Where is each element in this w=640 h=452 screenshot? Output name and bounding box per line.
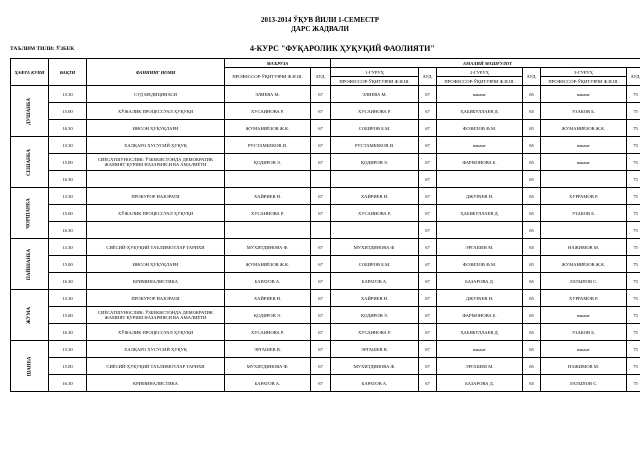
group-2-room-cell: 65 [523, 375, 541, 392]
time-cell: 16.30 [49, 324, 87, 341]
subject-cell: ИНСОН ҲУҚУҚЛАРИ [87, 120, 225, 137]
lecture-teacher-cell: РУСТАМБЕКОВ И. [225, 137, 311, 154]
day-name: СЕШАНБА [26, 148, 32, 176]
group-1-room-cell: 67 [419, 171, 437, 188]
table-row [11, 103, 640, 120]
group-3-room-cell: 75 [627, 188, 640, 205]
group-1-room-cell: 67 [419, 290, 437, 307]
group-1-room-cell: 67 [419, 324, 437, 341]
lecture-teacher-cell: ЭРГАШЕВ В. [225, 341, 311, 358]
group-2-teacher-cell: БАЗАРОВА Д. [437, 375, 523, 392]
header-group-1-room: АУД. [419, 68, 437, 86]
group-3-teacher-cell [541, 222, 627, 239]
lecture-teacher-cell: ХУСАИНОВА Р. [225, 103, 311, 120]
group-1-room-cell: 67 [419, 239, 437, 256]
header-time: ВАҚТИ [49, 59, 87, 86]
group-1-teacher-cell [331, 171, 419, 188]
day-cell [11, 137, 49, 188]
group-3-teacher-cell: УЗАКОВ Б. [541, 324, 627, 341]
lecture-teacher-cell: ЭЛИЕВА М. [225, 86, 311, 103]
lecture-room-cell: 67 [311, 239, 331, 256]
header-group-2-teacher: ПРОФЕССОР-ЎҚИТУВЧИ Ф.И.Ш. [437, 77, 523, 86]
lecture-room-cell [311, 171, 331, 188]
time-cell: 16.30 [49, 375, 87, 392]
language-label: ТАЪЛИМ ТИЛИ: ЎЗБЕК [10, 46, 75, 52]
subject-cell: ИНСОН ҲУҚУҚЛАРИ [87, 256, 225, 273]
group-1-room-cell: 67 [419, 137, 437, 154]
group-3-teacher-cell: вакант [541, 307, 627, 324]
schedule-table [10, 58, 640, 392]
group-2-teacher-cell: ФАРМОНОВА Б. [437, 307, 523, 324]
subject-cell: ХАЛҚАРО ХУСУСИЙ ҲУҚУҚ [87, 137, 225, 154]
group-1-room-cell: 67 [419, 120, 437, 137]
group-2-teacher-cell: ЭРГАШЕВ М. [437, 358, 523, 375]
group-3-teacher-cell: ЛАТЫПОВ С. [541, 273, 627, 290]
group-2-room-cell: 65 [523, 188, 541, 205]
time-cell: 13.30 [49, 290, 87, 307]
table-row [11, 239, 640, 256]
group-3-teacher-cell: вакант [541, 86, 627, 103]
lecture-teacher-cell [225, 171, 311, 188]
time-cell: 13.30 [49, 341, 87, 358]
table-row [11, 222, 640, 239]
title-line-1: 2013-2014 ЎҚУВ ЙИЛИ 1-СЕМЕСТР [261, 16, 379, 24]
header-group-1: 1-ГУРУҲ [331, 68, 419, 77]
group-2-room-cell: 65 [523, 120, 541, 137]
group-1-teacher-cell: СОБИРОВ Б.М. [331, 256, 419, 273]
time-cell: 13.30 [49, 188, 87, 205]
group-2-teacher-cell: ҲАБИБУЛЛАЕВ Д. [437, 324, 523, 341]
time-cell: 16.30 [49, 273, 87, 290]
table-row [11, 341, 640, 358]
group-1-teacher-cell: БАРАТОВ А. [331, 273, 419, 290]
lecture-room-cell: 67 [311, 103, 331, 120]
time-cell: 13.30 [49, 86, 87, 103]
table-row [11, 188, 640, 205]
group-3-room-cell: 75 [627, 103, 640, 120]
table-row [11, 324, 640, 341]
group-3-room-cell: 75 [627, 341, 640, 358]
group-1-teacher-cell: ЭЛИЕВА М. [331, 86, 419, 103]
lecture-teacher-cell: БАРАТОВ А. [225, 273, 311, 290]
lecture-teacher-cell: БАРАТОВ А. [225, 375, 311, 392]
lecture-room-cell: 67 [311, 324, 331, 341]
group-3-room-cell: 75 [627, 358, 640, 375]
group-1-room-cell: 67 [419, 341, 437, 358]
group-1-teacher-cell: МУХИТДИНОВА Ф. [331, 358, 419, 375]
group-2-teacher-cell: ЭРГАШЕВ М. [437, 239, 523, 256]
lecture-room-cell: 67 [311, 137, 331, 154]
group-2-room-cell: 65 [523, 290, 541, 307]
group-2-teacher-cell: ДЖУРАЕВ Н. [437, 290, 523, 307]
table-row [11, 171, 640, 188]
group-2-room-cell: 65 [523, 239, 541, 256]
subject-cell: СИЁСИЙ-ҲУҚУҚИЙ ТАЪЛИМОТЛАР ТАРИХИ [87, 358, 225, 375]
group-2-teacher-cell: вакант [437, 137, 523, 154]
day-name: ЧОРШАНБА [27, 197, 32, 229]
group-3-room-cell: 75 [627, 86, 640, 103]
lecture-room-cell: 67 [311, 120, 331, 137]
group-3-room-cell: 75 [627, 120, 640, 137]
group-3-teacher-cell: вакант [541, 137, 627, 154]
lecture-teacher-cell: ХАЙРИЕВ Н. [225, 188, 311, 205]
table-row [11, 154, 640, 171]
table-row [11, 120, 640, 137]
lecture-room-cell: 67 [311, 273, 331, 290]
day-name: ШАНБА [27, 356, 32, 376]
time-cell: 13.30 [49, 137, 87, 154]
group-1-teacher-cell: ЭРГАШЕВ В. [331, 341, 419, 358]
lecture-room-cell: 67 [311, 188, 331, 205]
subject-cell: ПРОКУРОР НАЗОРАТИ [87, 188, 225, 205]
group-3-teacher-cell: ЖУМАНИЁЗОВ Ж.К. [541, 256, 627, 273]
group-3-room-cell: 75 [627, 256, 640, 273]
table-row [11, 307, 640, 324]
group-3-room-cell: 75 [627, 171, 640, 188]
time-cell: 15.00 [49, 358, 87, 375]
day-name: ДУШАНБА [26, 97, 32, 125]
lecture-room-cell: 67 [311, 358, 331, 375]
group-2-room-cell: 65 [523, 273, 541, 290]
time-cell: 16.30 [49, 120, 87, 137]
header-lecture-room: АУД. [311, 68, 331, 86]
subject-cell: СИЁСАТШУНОСЛИК: ЎЗБЕКИСТОНДА ДЕМОКРАТИК ЖАМИЯТ ҚУРИШ НАЗАРИЯСИ ВА АМАЛИЁТИ [87, 307, 225, 324]
lecture-teacher-cell: ЖУМАНИЁЗОВ Ж.К. [225, 256, 311, 273]
header-week-day: ҲАФТА КУНИ [11, 59, 49, 86]
subject-cell: ХЎЖАЛИК ПРОЦЕССУАЛ ҲУҚУҚИ [87, 324, 225, 341]
group-2-room-cell: 65 [523, 256, 541, 273]
group-2-teacher-cell: ФОЗИЛОВ Ф.М. [437, 256, 523, 273]
day-cell [11, 290, 49, 341]
group-2-room-cell: 65 [523, 307, 541, 324]
group-2-room-cell: 65 [523, 222, 541, 239]
group-2-room-cell: 65 [523, 324, 541, 341]
group-1-teacher-cell: ХАЙРИЕВ Н. [331, 188, 419, 205]
group-3-teacher-cell: УЗАКОВ Б. [541, 205, 627, 222]
group-1-teacher-cell: ХУСАИНОВА Р. [331, 205, 419, 222]
group-3-teacher-cell: вакант [541, 341, 627, 358]
group-2-room-cell: 65 [523, 205, 541, 222]
lecture-room-cell: 67 [311, 86, 331, 103]
group-1-room-cell: 67 [419, 358, 437, 375]
subject-cell: КРИМИНАЛИСТИКА [87, 375, 225, 392]
group-1-room-cell: 67 [419, 154, 437, 171]
group-1-room-cell: 67 [419, 307, 437, 324]
group-1-teacher-cell: МУХИТДИНОВА Ф. [331, 239, 419, 256]
header-group-3-room: АУД. [627, 68, 640, 86]
subject-cell: ХЎЖАЛИК ПРОЦЕССУАЛ ҲУҚУҚИ [87, 103, 225, 120]
table-row [11, 358, 640, 375]
lecture-room-cell: 67 [311, 205, 331, 222]
header-subject: ФАННИНГ НОМИ [87, 59, 225, 86]
group-3-room-cell: 75 [627, 290, 640, 307]
group-1-room-cell: 67 [419, 222, 437, 239]
group-3-teacher-cell: НАЖИМОВ М. [541, 358, 627, 375]
lecture-teacher-cell: ЖУМАНИЁЗОВ Ж.К. [225, 120, 311, 137]
subject-cell [87, 222, 225, 239]
table-row [11, 290, 640, 307]
lecture-teacher-cell: ҚОДИРОВ Э. [225, 154, 311, 171]
subject-cell: ХЎЖАЛИК ПРОЦЕССУАЛ ҲУҚУҚИ [87, 205, 225, 222]
group-3-teacher-cell: НАЖИМОВ М. [541, 239, 627, 256]
group-2-room-cell: 65 [523, 171, 541, 188]
time-cell: 16.30 [49, 222, 87, 239]
lecture-teacher-cell: МУХИТДИНОВА Ф. [225, 239, 311, 256]
group-1-room-cell: 67 [419, 273, 437, 290]
group-3-room-cell: 75 [627, 205, 640, 222]
group-2-teacher-cell: ҲАБИБУЛЛАЕВ Д. [437, 205, 523, 222]
day-cell [11, 86, 49, 137]
group-1-room-cell: 67 [419, 103, 437, 120]
group-2-teacher-cell: ДЖУРАЕВ Н. [437, 188, 523, 205]
day-cell [11, 239, 49, 290]
group-1-teacher-cell: ХУСАИНОВА Р. [331, 324, 419, 341]
time-cell: 13.30 [49, 239, 87, 256]
lecture-teacher-cell: МУХИТДИНОВА Ф. [225, 358, 311, 375]
group-3-teacher-cell: УЗАКОВ Б. [541, 103, 627, 120]
table-row [11, 256, 640, 273]
time-cell: 15.00 [49, 307, 87, 324]
group-1-room-cell: 67 [419, 375, 437, 392]
header-lecture: МАЪРУЗА [225, 59, 331, 68]
group-2-teacher-cell: вакант [437, 86, 523, 103]
time-cell: 16.30 [49, 171, 87, 188]
group-2-teacher-cell [437, 222, 523, 239]
header-group-1-teacher: ПРОФЕССОР-ЎҚИТУВЧИ Ф.И.Ш. [331, 77, 419, 86]
table-row [11, 205, 640, 222]
header-group-3-teacher: ПРОФЕССОР-ЎҚИТУВЧИ Ф.И.Ш. [541, 77, 627, 86]
group-2-room-cell: 65 [523, 103, 541, 120]
subject-cell: КРИМИНАЛИСТИКА [87, 273, 225, 290]
lecture-room-cell: 67 [311, 256, 331, 273]
group-1-teacher-cell: РУСТАМБЕКОВ И. [331, 137, 419, 154]
group-1-room-cell: 67 [419, 205, 437, 222]
lecture-room-cell: 67 [311, 290, 331, 307]
group-2-room-cell: 65 [523, 86, 541, 103]
time-cell: 15.00 [49, 256, 87, 273]
table-row [11, 86, 640, 103]
lecture-teacher-cell: ХУСАИНОВА Р. [225, 324, 311, 341]
time-cell: 15.00 [49, 205, 87, 222]
subject-cell [87, 171, 225, 188]
subject-cell: СИЁСИЙ-ҲУҚУҚИЙ ТАЪЛИМОТЛАР ТАРИХИ [87, 239, 225, 256]
lecture-room-cell [311, 222, 331, 239]
group-2-room-cell: 65 [523, 154, 541, 171]
group-3-teacher-cell: ЛАТЫПОВ С. [541, 375, 627, 392]
group-3-room-cell: 75 [627, 273, 640, 290]
header-group-2-room: АУД. [523, 68, 541, 86]
header-practical: АМАЛИЙ МАШҒУЛОТ [331, 59, 640, 68]
header-lecture-teacher: ПРОФЕССОР-ЎҚИТУВЧИ Ф.И.Ш. [225, 68, 311, 86]
group-2-room-cell: 65 [523, 341, 541, 358]
lecture-teacher-cell: ҚОДИРОВ Э. [225, 307, 311, 324]
table-row [11, 273, 640, 290]
group-1-teacher-cell: ҚОДИРОВ Э. [331, 154, 419, 171]
subject-cell: ХАЛҚАРО ХУСУСИЙ ҲУҚУҚ [87, 341, 225, 358]
group-2-teacher-cell: ҲАБИБУЛЛАЕВ Д. [437, 103, 523, 120]
group-3-room-cell: 75 [627, 239, 640, 256]
group-3-teacher-cell: вакант [541, 154, 627, 171]
lecture-room-cell: 67 [311, 307, 331, 324]
group-2-teacher-cell: ФОЗИЛОВ Ф.М. [437, 120, 523, 137]
lecture-room-cell: 67 [311, 375, 331, 392]
group-1-teacher-cell [331, 222, 419, 239]
group-3-teacher-cell: ХУРРАМОВ Р. [541, 188, 627, 205]
group-3-teacher-cell: ХУРРАМОВ Р. [541, 290, 627, 307]
group-2-room-cell: 65 [523, 358, 541, 375]
group-1-room-cell: 67 [419, 188, 437, 205]
day-name: ПАЙШАНБА [26, 248, 32, 280]
lecture-teacher-cell: ХУСАИНОВА Р. [225, 205, 311, 222]
group-1-room-cell: 67 [419, 86, 437, 103]
lecture-teacher-cell: ХАЙРИЕВ Н. [225, 290, 311, 307]
lecture-room-cell: 67 [311, 154, 331, 171]
group-1-teacher-cell: ХАЙРИЕВ Н. [331, 290, 419, 307]
table-row [11, 375, 640, 392]
subject-cell: СУД МЕДИЦИНАСИ [87, 86, 225, 103]
subject-cell: ПРОКУРОР НАЗОРАТИ [87, 290, 225, 307]
lecture-teacher-cell [225, 222, 311, 239]
day-cell [11, 341, 49, 392]
lecture-room-cell: 67 [311, 341, 331, 358]
group-1-room-cell: 67 [419, 256, 437, 273]
group-1-teacher-cell: ҚОДИРОВ Э. [331, 307, 419, 324]
group-3-teacher-cell [541, 171, 627, 188]
header-group-2: 2-ГУРУҲ [437, 68, 523, 77]
time-cell: 15.00 [49, 154, 87, 171]
group-2-teacher-cell [437, 171, 523, 188]
group-2-teacher-cell: ФАРМОНОВА Б. [437, 154, 523, 171]
table-row [11, 137, 640, 154]
group-3-room-cell: 75 [627, 137, 640, 154]
day-cell [11, 188, 49, 239]
title-line-2: ДАРС ЖАДВАЛИ [291, 25, 349, 33]
group-2-teacher-cell: вакант [437, 341, 523, 358]
group-2-room-cell: 65 [523, 137, 541, 154]
group-3-room-cell: 75 [627, 307, 640, 324]
group-1-teacher-cell: ХУСАИНОВА Р. [331, 103, 419, 120]
group-3-room-cell: 75 [627, 324, 640, 341]
group-3-room-cell: 75 [627, 375, 640, 392]
group-3-room-cell: 75 [627, 154, 640, 171]
time-cell: 15.00 [49, 103, 87, 120]
group-1-teacher-cell: СОБИРОВ Б.М. [331, 120, 419, 137]
group-3-teacher-cell: ЖУМАНИЁЗОВ Ж.К. [541, 120, 627, 137]
course-title: 4-КУРС "ФУҚАРОЛИК ҲУҚУҚИЙ ФАОЛИЯТИ" [250, 44, 435, 53]
group-2-teacher-cell: БАЗАРОВА Д. [437, 273, 523, 290]
subject-cell: СИЁСАТШУНОСЛИК: ЎЗБЕКИСТОНДА ДЕМОКРАТИК ЖАМИЯТ ҚУРИШ НАЗАРИЯСИ ВА АМАЛИЁТИ [87, 154, 225, 171]
header-group-3: 3-ГУРУҲ [541, 68, 627, 77]
group-1-teacher-cell: БАРАТОВ А. [331, 375, 419, 392]
day-name: ЖУМА [27, 306, 32, 324]
group-3-room-cell: 75 [627, 222, 640, 239]
